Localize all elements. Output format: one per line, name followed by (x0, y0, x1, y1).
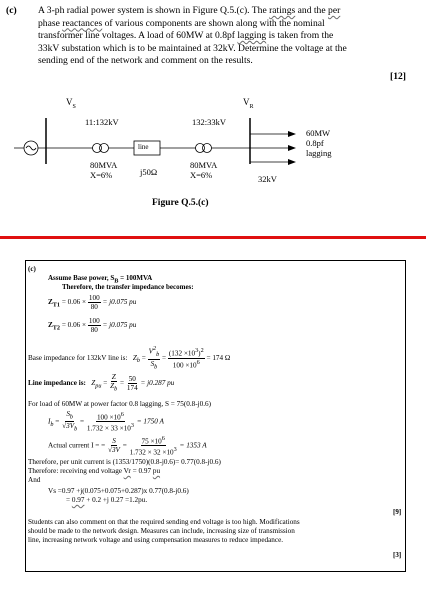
divider-line (0, 236, 426, 239)
t2-spec: 80MVA X=6% (190, 160, 218, 180)
t2-ratio: 132:33kV (192, 117, 226, 127)
question-line-1: A 3-ph radial power system is shown in Figure Q.5.(c). The ratings and the per (38, 5, 341, 16)
vr-label: $V_R$ (243, 97, 254, 110)
line-label: line (138, 143, 149, 151)
base-impedance-equation: Base impedance for 132kV line is: $Z_b$ = $\frac{V^2_b}{S_b}$ = $\frac{(132 \times 10^3)^2}{100 \times 10^6}$ = 174 Ω (28, 345, 231, 371)
question-line-4: 33kV substation which is to be maintained at 32kV. Determine the voltage at the (38, 42, 347, 54)
per-unit-current: Therefore, per unit current is (1353/1750)(0.8-j0.6)= 0.77(0.8-j0.6) (28, 458, 221, 466)
marks-9: [9] (393, 508, 402, 516)
transformer-1-coil-b (100, 144, 109, 153)
transformer-2-coil-a (196, 144, 205, 153)
load-spec: 60MW 0.8pf lagging (306, 128, 332, 158)
answer-label: (c) (28, 265, 36, 273)
arrowhead-1-icon (288, 131, 296, 137)
question-label: (c) (6, 5, 17, 16)
arrowhead-3-icon (288, 159, 296, 165)
zt2-equation: $Z_{T2} = 0.06$ × $\frac{100}{80}$ = j0.075 pu (48, 317, 137, 334)
question-line-2: phase reactances of various components are shown along with the nominal (38, 17, 325, 29)
arrowhead-2-icon (288, 145, 296, 151)
assume-base: Assume Base power, $S_B = 100MVA$ (48, 274, 153, 285)
comment-text: Students can also comment on that the required sending end voltage is too high. Modifications should be made to the network design. Measures can include, increasing size of transmission line, increasing network voltage and using compensation measures to reduce impedance. (28, 518, 300, 544)
receiving-end-voltage: Therefore: receiving end voltage Vr = 0.97 pu (28, 467, 161, 475)
actual-current-equation: Actual current I = = $\frac{S}{√3V}$ = $\frac{75 \times 10^6}{1.732 \times 32 \times 10^3}$ = 1353 A (48, 435, 207, 457)
answer-box (25, 260, 406, 572)
t1-ratio: 11:132kV (85, 117, 119, 127)
and-text: And (28, 476, 41, 484)
figure-caption: Figure Q.5.(c) (152, 198, 209, 208)
base-current-equation: $I_b$ = $\frac{S_b}{√3V_b}$ = $\frac{100 \times 10^6}{1.732 \times 33 \times 10^3}$ = 1750 A (48, 410, 164, 433)
sending-end-result: = 0.97 + 0.2 +j 0.27 =1.2pu. (66, 496, 148, 504)
t1-spec: 80MVA X=6% (90, 160, 118, 180)
zt1-equation: $Z_{T1} = 0.06$ × $\frac{100}{80}$ = j0.075 pu (48, 294, 137, 311)
sending-end-voltage: Vs =0.97 +j(0.075+0.075+0.287)x 0.77(0.8-j0.6) (48, 487, 189, 495)
line-impedance-equation: Line impedance is: $Z_{pu}$ = $\frac{Z}{Z_b}$ = $\frac{50}{174}$ = j0.287 pu (28, 373, 175, 393)
line-impedance-label: j50Ω (140, 167, 158, 177)
load-statement: For load of 60MW at power factor 0.8 lagging, S = 75(0.8-j0.6) (28, 400, 211, 408)
question-text (38, 5, 410, 68)
transfer-impedance-heading: Therefore, the transfer impedance becomes: (62, 283, 194, 291)
marks-3: [3] (393, 551, 402, 559)
bus-voltage-label: 32kV (258, 174, 277, 184)
question-line-3: transformer line voltages. A load of 60MW at 0.8pf lagging is taken from the (38, 30, 334, 41)
transformer-1-coil-a (93, 144, 102, 153)
question-marks: [12] (390, 71, 406, 82)
vs-label: $V_S$ (66, 97, 76, 110)
question-line-5: sending end of the network and comment on the results. (38, 55, 253, 66)
transformer-2-coil-b (203, 144, 212, 153)
